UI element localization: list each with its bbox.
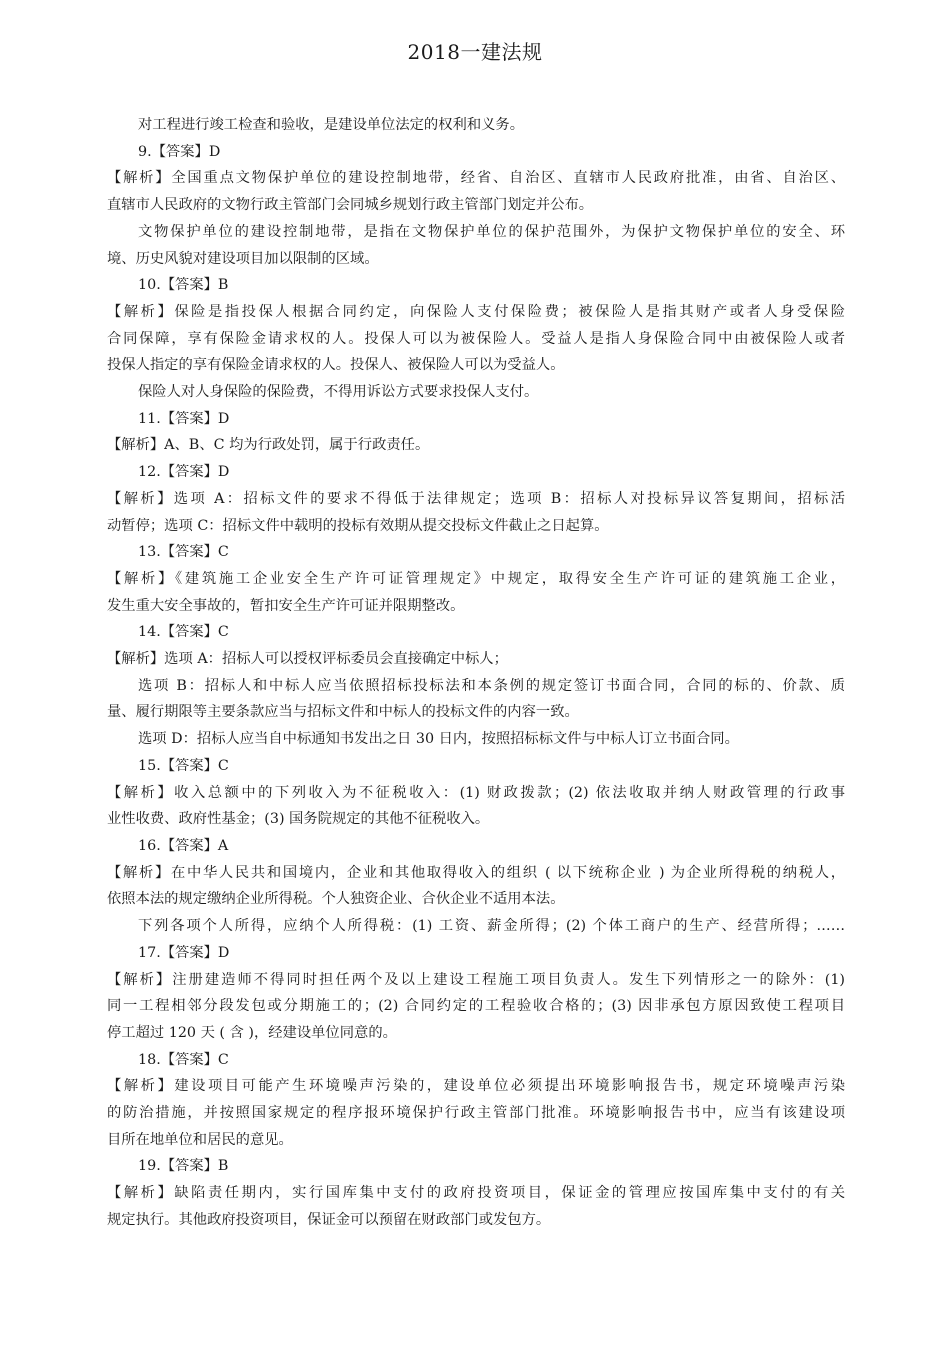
text-line: 直辖市人民政府的文物行政主管部门会同城乡规划行政主管部门划定并公布。	[107, 197, 594, 214]
text-line: 同一工程相邻分段发包或分期施工的；(2) 合同约定的工程验收合格的；(3) 因非承包方原因致使工程项目	[107, 998, 845, 1015]
text-line: 【解析】缺陷责任期内，实行国库集中支付的政府投资项目，保证金的管理应按国库集中支付的有关	[107, 1185, 845, 1202]
answer-explanations-body	[107, 112, 845, 1234]
text-line: 选项 D：招标人应当自中标通知书发出之日 30 日内，按照招标标文件与中标人订立书面合同。	[138, 731, 739, 748]
text-line: 【解析】在中华人民共和国境内，企业和其他取得收入的组织 ( 以下统称企业 ) 为企业所得税的纳税人，	[107, 864, 845, 881]
text-line: 11.【答案】D	[138, 410, 230, 427]
text-line: 的防治措施，并按照国家规定的程序报环境保护行政主管部门批准。环境影响报告书中，应当有该建设项	[107, 1105, 845, 1122]
text-line: 目所在地单位和居民的意见。	[107, 1131, 293, 1148]
text-line: 15.【答案】C	[138, 757, 229, 774]
text-line: 18.【答案】C	[138, 1051, 229, 1068]
text-line: 保险人对人身保险的保险费，不得用诉讼方式要求投保人支付。	[138, 384, 539, 401]
text-line: 依照本法的规定缴纳企业所得税。个人独资企业、合伙企业不适用本法。	[107, 891, 565, 908]
text-line: 【解析】收入总额中的下列收入为不征税收入：(1) 财政拨款；(2) 依法收取并纳人财政管理的行政事	[107, 784, 845, 801]
text-line: 17.【答案】D	[138, 944, 230, 961]
text-line: 13.【答案】C	[138, 544, 229, 561]
text-line: 【解析】注册建造师不得同时担任两个及以上建设工程施工项目负责人。发生下列情形之一的除外：(1)	[107, 971, 845, 988]
text-line: 【解析】选项 A：招标人可以授权评标委员会直接确定中标人；	[107, 651, 508, 668]
text-line: 19.【答案】B	[138, 1158, 229, 1175]
text-line: 【解析】选项 A：招标文件的要求不得低于法律规定；选项 B：招标人对投标异议答复期间，招标活	[107, 490, 845, 507]
text-line: 【解析】A、B、C 均为行政处罚，属于行政责任。	[107, 437, 430, 454]
text-line: 12.【答案】D	[138, 464, 230, 481]
text-line: 【解析】保险是指投保人根据合同约定，向保险人支付保险费；被保险人是指其财产或者人身受保险	[107, 303, 845, 320]
text-line: 下列各项个人所得，应纳个人所得税：(1) 工资、薪金所得；(2) 个体工商户的生产、经营所得；……	[138, 918, 845, 935]
text-line: 规定执行。其他政府投资项目，保证金可以预留在财政部门或发包方。	[107, 1211, 551, 1228]
text-line: 量、履行期限等主要条款应当与招标文件和中标人的投标文件的内容一致。	[107, 704, 579, 721]
text-line: 【解析】《建筑施工企业安全生产许可证管理规定》中规定，取得安全生产许可证的建筑施工企业，	[107, 570, 845, 587]
text-line: 【解析】建设项目可能产生环境噪声污染的，建设单位必须提出环境影响报告书，规定环境噪声污染	[107, 1078, 845, 1095]
page-header-title: 2018一建法规	[407, 40, 543, 64]
text-line: 10.【答案】B	[138, 277, 229, 294]
text-line: 14.【答案】C	[138, 624, 229, 641]
text-line: 合同保障，享有保险金请求权的人。投保人可以为被保险人。受益人是指人身保险合同中由被保险人或者	[107, 330, 845, 347]
text-line: 【解析】全国重点文物保护单位的建设控制地带，经省、自治区、直辖市人民政府批准，由省、自治区、	[107, 170, 845, 187]
text-line: 投保人指定的享有保险金请求权的人。投保人、被保险人可以为受益人。	[107, 357, 565, 374]
text-line: 业性收费、政府性基金；(3) 国务院规定的其他不征税收入。	[107, 811, 490, 828]
text-line: 停工超过 120 天 ( 含 )，经建设单位同意的。	[107, 1024, 397, 1041]
text-line: 境、历史风貌对建设项目加以限制的区域。	[107, 250, 379, 267]
text-line: 动暂停；选项 C：招标文件中载明的投标有效期从提交投标文件截止之日起算。	[107, 517, 609, 534]
text-line: 对工程进行竣工检查和验收，是建设单位法定的权利和义务。	[138, 117, 525, 133]
text-line: 16.【答案】A	[138, 837, 229, 854]
text-line: 选项 B：招标人和中标人应当依照招标投标法和本条例的规定签订书面合同，合同的标的、价款、质	[138, 677, 845, 694]
text-line: 文物保护单位的建设控制地带，是指在文物保护单位的保护范围外，为保护文物保护单位的安全、环	[138, 223, 845, 240]
text-line: 9.【答案】D	[138, 143, 221, 160]
text-line: 发生重大安全事故的，暂扣安全生产许可证并限期整改。	[107, 597, 465, 614]
